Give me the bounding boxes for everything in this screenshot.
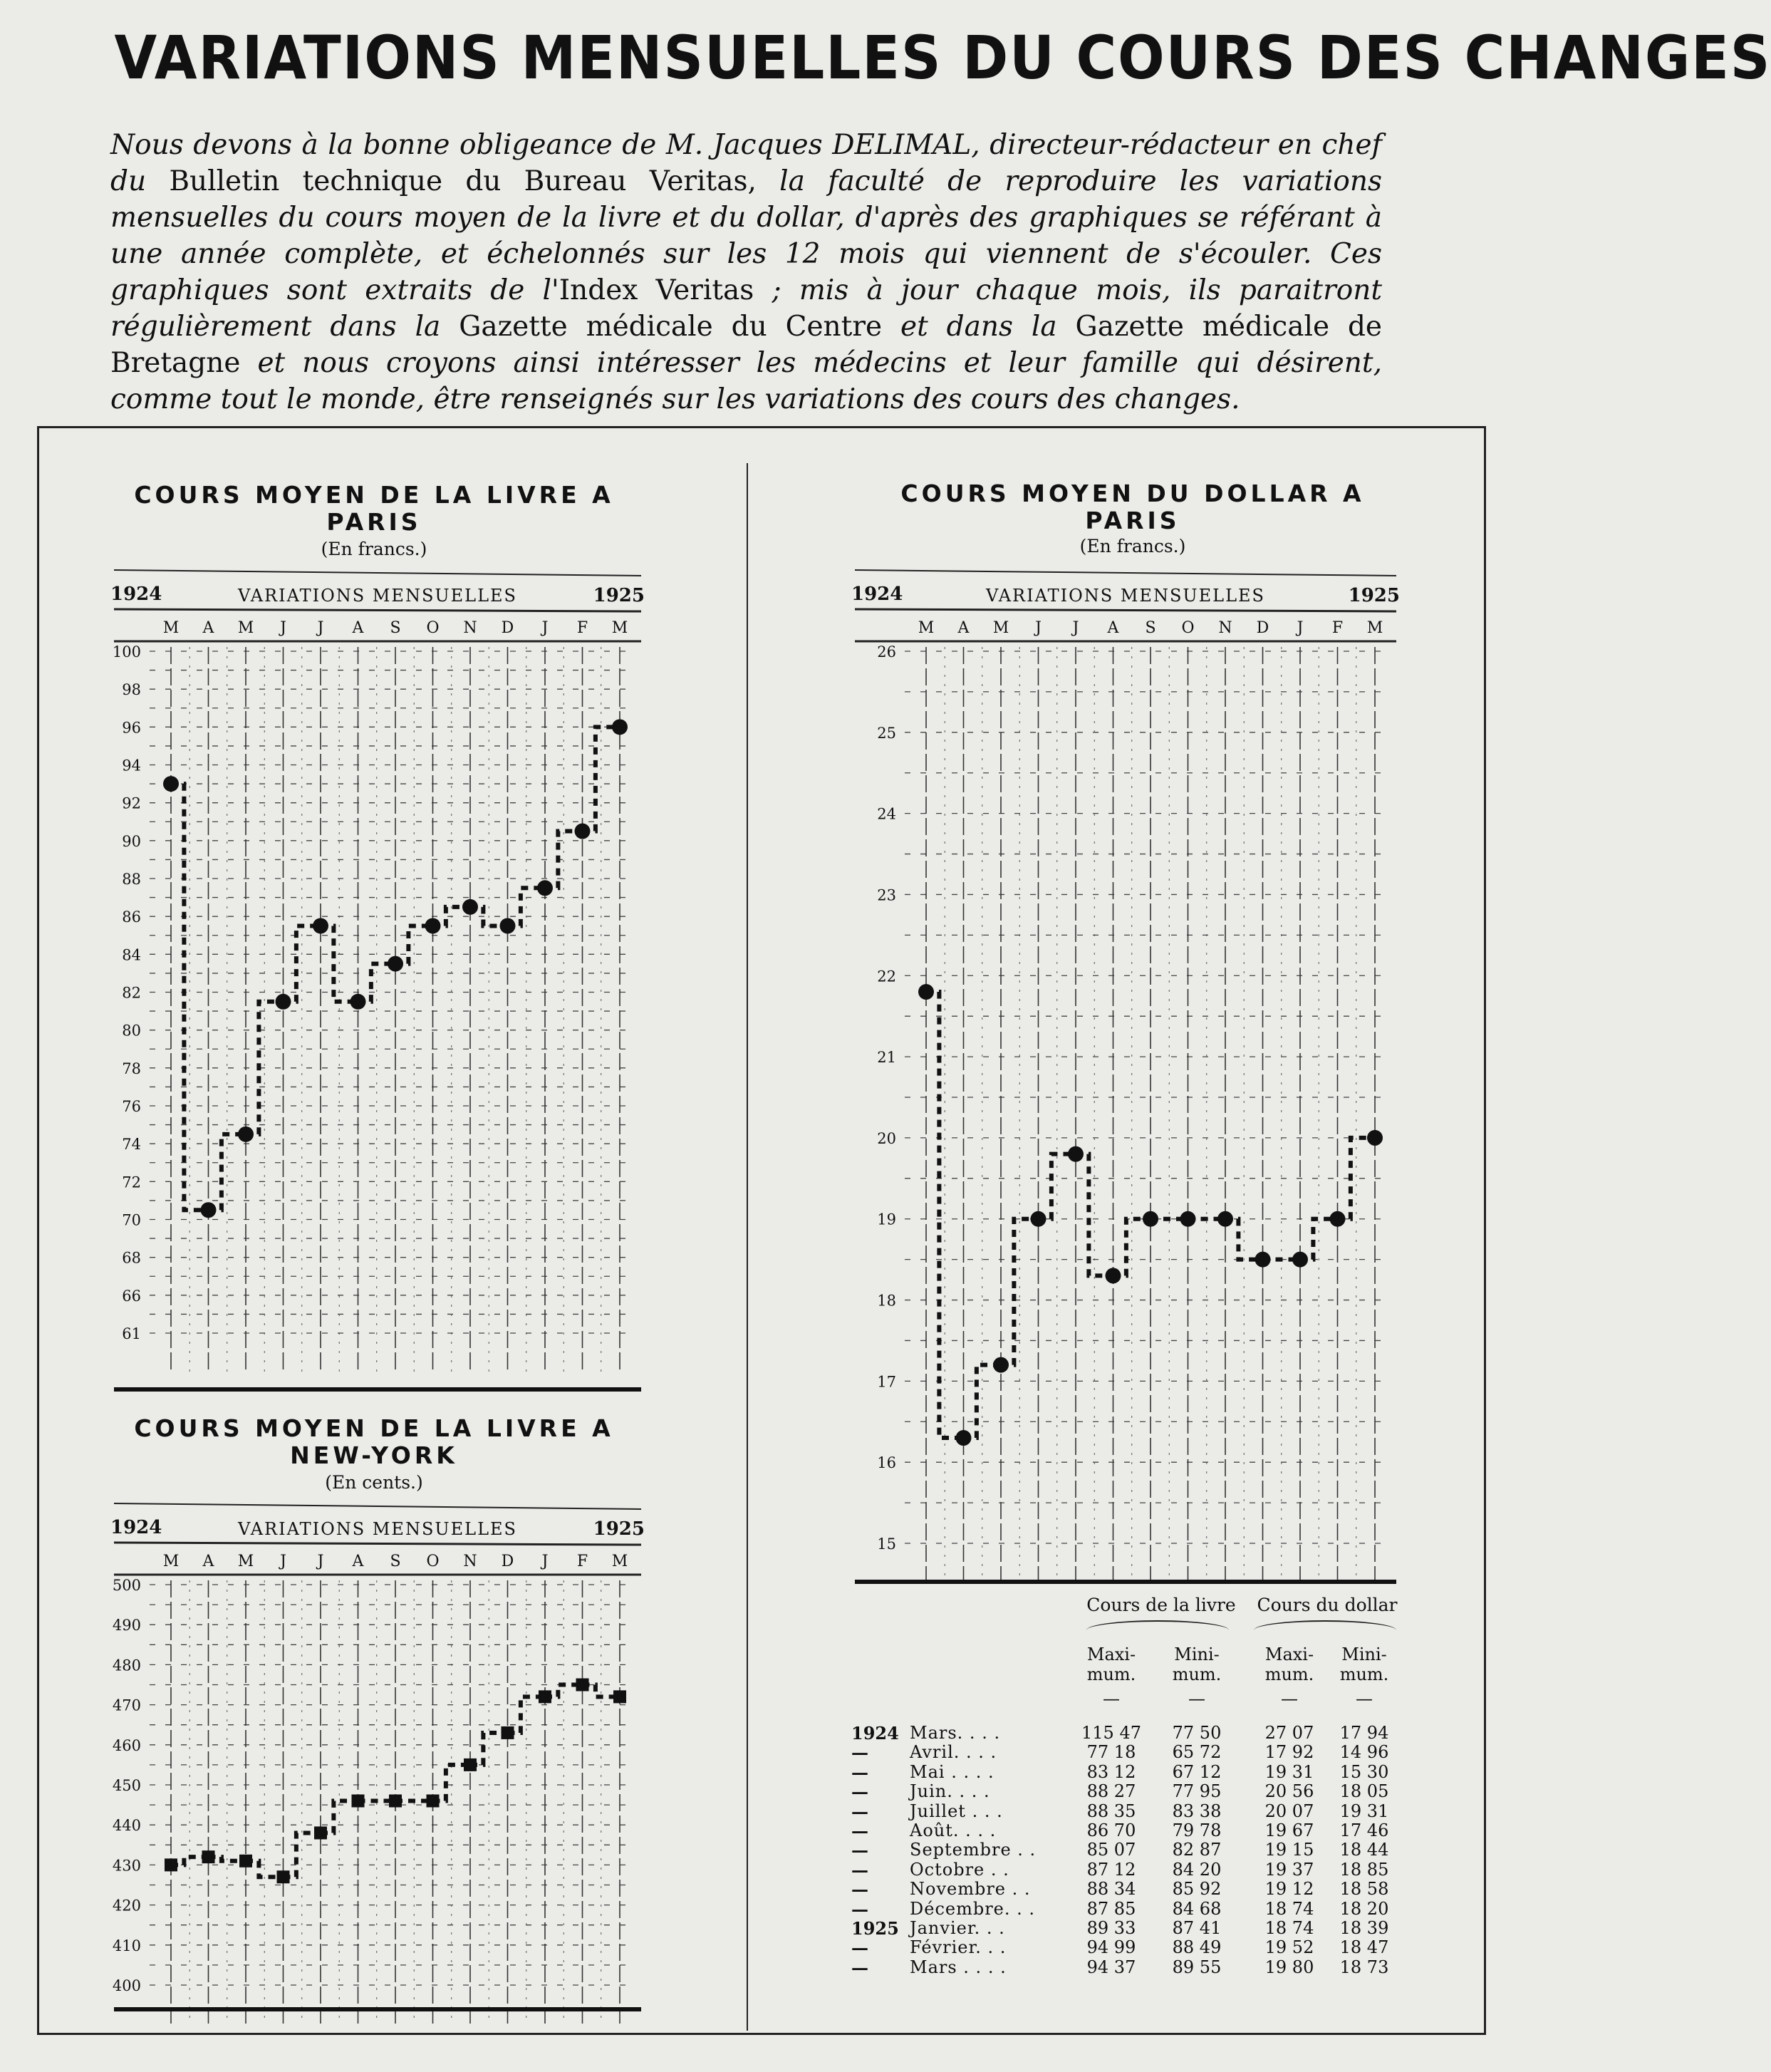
cell-livre-min: 85 92 xyxy=(1172,1879,1222,1900)
intro-segment: Bulletin technique du Bureau Veritas, xyxy=(169,165,757,197)
row-year: — xyxy=(851,1781,868,1803)
cell-livre-max: 94 37 xyxy=(1086,1957,1136,1977)
data-point xyxy=(1217,1211,1233,1227)
cell-dollar-max: 17 92 xyxy=(1264,1742,1314,1763)
y-tick-label: 26 xyxy=(877,643,896,661)
row-month: Septembre . . xyxy=(910,1840,1037,1860)
month-tick-label: N xyxy=(463,1553,477,1570)
data-point xyxy=(575,824,591,839)
row-month: Février. . . xyxy=(910,1937,1007,1958)
cell-livre-min: 77 50 xyxy=(1172,1723,1222,1743)
y-tick-label: 18 xyxy=(877,1292,896,1310)
subhead-dash: — xyxy=(1356,1689,1373,1709)
month-tick-label: S xyxy=(390,1553,401,1570)
cell-dollar-min: 15 30 xyxy=(1339,1761,1389,1782)
y-tick-label: 17 xyxy=(877,1373,896,1391)
cell-livre-min: 83 38 xyxy=(1172,1801,1222,1821)
chart-livre-new-york xyxy=(107,1496,648,2016)
y-tick-label: 74 xyxy=(122,1136,141,1154)
header-year-right: 1925 xyxy=(593,585,645,606)
chart-unit-livre-paris: (En francs.) xyxy=(321,539,427,559)
table-row xyxy=(851,1957,1407,1977)
y-tick-label: 410 xyxy=(112,1937,141,1954)
month-tick-label: A xyxy=(202,1553,214,1570)
y-tick-label: 100 xyxy=(112,643,141,661)
row-year: — xyxy=(851,1957,868,1978)
month-tick-label: N xyxy=(1218,619,1232,637)
month-tick-label: F xyxy=(576,1553,588,1570)
intro-segment: la faculté de reproduire les variations mensuelles du cours moyen de la livre et du dollar, d'après des graphiques se référant à une année complète, et échelonnés sur les 12 mois qui viennent de s'écouler. Ces graphiques sont extraits de l' xyxy=(110,165,1382,306)
header-center-label: VARIATIONS MENSUELLES xyxy=(238,1519,517,1539)
y-tick-label: 86 xyxy=(122,908,141,926)
table-row xyxy=(851,1860,1407,1880)
y-tick-label: 66 xyxy=(122,1287,141,1305)
intro-segment: Nous devons à la bonne obligeance de M. Jacques DELIMAL, directeur-rédacteur en chef du xyxy=(110,129,1382,197)
y-tick-label: 82 xyxy=(122,984,141,1002)
intro-segment: et nous croyons ainsi intéresser les médecins et leur famille qui désirent, comme tout le monde, être renseignés sur les variations des cours des changes. xyxy=(110,347,1382,415)
header-year-left: 1924 xyxy=(851,584,903,605)
chart-unit-livre-new-york: (En cents.) xyxy=(325,1472,423,1493)
month-tick-label: D xyxy=(501,619,514,637)
y-tick-label: 400 xyxy=(112,1977,141,1994)
month-tick-label: A xyxy=(352,619,364,637)
cell-dollar-min: 14 96 xyxy=(1339,1742,1389,1763)
row-year: — xyxy=(851,1937,868,1959)
chart-dollar-paris xyxy=(848,563,1403,1589)
cell-dollar-min: 18 73 xyxy=(1339,1957,1389,1977)
row-year: — xyxy=(851,1801,868,1822)
y-tick-label: 70 xyxy=(122,1211,141,1229)
month-tick-label: J xyxy=(317,1553,324,1570)
table-row xyxy=(851,1742,1407,1762)
y-tick-label: 68 xyxy=(122,1249,141,1267)
cell-dollar-min: 18 39 xyxy=(1339,1918,1389,1938)
header-rule xyxy=(114,609,641,611)
month-tick-label: F xyxy=(576,619,588,637)
row-month: Août. . . . xyxy=(910,1820,997,1840)
subhead-dash: — xyxy=(1188,1689,1205,1709)
cell-livre-min: 77 95 xyxy=(1172,1781,1222,1802)
month-tick-label: D xyxy=(501,1553,514,1570)
data-point xyxy=(1330,1211,1346,1227)
row-month: Octobre . . xyxy=(910,1859,1009,1880)
y-tick-label: 500 xyxy=(112,1577,141,1594)
series-connector xyxy=(1225,1219,1263,1260)
row-month: Janvier. . . xyxy=(910,1918,1005,1938)
header-rule xyxy=(855,609,1396,611)
row-month: Mars . . . . xyxy=(910,1957,1007,1977)
data-point xyxy=(1143,1211,1158,1227)
y-tick-label: 490 xyxy=(112,1617,141,1635)
row-year: — xyxy=(851,1742,868,1763)
cell-livre-min: 79 78 xyxy=(1172,1820,1222,1840)
table-row xyxy=(851,1937,1407,1957)
y-tick-label: 430 xyxy=(112,1857,141,1875)
data-point xyxy=(1367,1130,1383,1146)
cell-livre-max: 87 12 xyxy=(1086,1859,1136,1880)
y-tick-label: 78 xyxy=(122,1060,141,1077)
series-connector xyxy=(1338,1138,1376,1219)
month-tick-label: J xyxy=(1035,619,1042,637)
data-point xyxy=(612,719,628,735)
y-tick-label: 84 xyxy=(122,946,141,964)
cell-livre-max: 85 07 xyxy=(1086,1840,1136,1860)
table-row xyxy=(851,1801,1407,1821)
table-row xyxy=(851,1781,1407,1801)
y-tick-label: 22 xyxy=(877,968,896,985)
data-point xyxy=(956,1430,972,1446)
table-row xyxy=(851,1899,1407,1919)
y-tick-label: 470 xyxy=(112,1697,141,1714)
header-rule xyxy=(114,570,641,576)
row-year: 1924 xyxy=(851,1723,899,1744)
y-tick-label: 61 xyxy=(122,1325,141,1342)
cell-dollar-max: 19 80 xyxy=(1264,1957,1314,1977)
y-tick-label: 450 xyxy=(112,1777,141,1794)
series-connector xyxy=(1039,1154,1076,1219)
cell-dollar-max: 19 67 xyxy=(1264,1820,1314,1840)
intro-segment: Index Veritas xyxy=(559,274,754,306)
month-tick-label: M xyxy=(918,619,935,637)
subhead-dash: — xyxy=(1281,1689,1298,1709)
table-row xyxy=(851,1723,1407,1743)
row-month: Avril. . . . xyxy=(910,1742,997,1763)
cell-dollar-max: 18 74 xyxy=(1264,1898,1314,1919)
cell-livre-max: 89 33 xyxy=(1086,1918,1136,1938)
month-tick-label: M xyxy=(611,1553,628,1570)
month-tick-label: J xyxy=(280,619,286,637)
cell-dollar-min: 19 31 xyxy=(1339,1801,1389,1821)
data-point xyxy=(502,1726,514,1739)
data-point xyxy=(313,918,328,933)
header-center-label: VARIATIONS MENSUELLES xyxy=(986,586,1265,606)
cell-dollar-max: 19 31 xyxy=(1264,1761,1314,1782)
data-point xyxy=(500,918,516,933)
table-group-dollar: Cours du dollar xyxy=(1257,1595,1398,1615)
chart-title-dollar-paris: COURS MOYEN DU DOLLAR A PARIS xyxy=(900,480,1365,534)
cell-dollar-max: 27 07 xyxy=(1264,1723,1314,1743)
series-connector xyxy=(171,784,209,1210)
y-tick-label: 21 xyxy=(877,1049,896,1067)
month-tick-label: S xyxy=(390,619,401,637)
cell-livre-min: 67 12 xyxy=(1172,1761,1222,1782)
intro-segment: ; mis à jour chaque mois, ils paraitront régulièrement dans la xyxy=(110,274,1382,343)
cell-livre-min: 87 41 xyxy=(1172,1918,1222,1938)
y-tick-label: 20 xyxy=(877,1129,896,1147)
data-point xyxy=(613,1690,626,1703)
month-tick-label: S xyxy=(1145,619,1156,637)
cell-livre-min: 84 20 xyxy=(1172,1859,1222,1880)
y-tick-label: 23 xyxy=(877,886,896,904)
cell-dollar-min: 17 46 xyxy=(1339,1820,1389,1840)
data-point xyxy=(1180,1211,1196,1227)
y-tick-label: 76 xyxy=(122,1098,141,1115)
data-point xyxy=(1068,1146,1084,1162)
cell-livre-min: 82 87 xyxy=(1172,1840,1222,1860)
data-point xyxy=(539,1690,551,1703)
cell-dollar-max: 19 37 xyxy=(1264,1859,1314,1880)
table-row xyxy=(851,1840,1407,1860)
month-tick-label: A xyxy=(352,1553,364,1570)
data-point xyxy=(1255,1252,1271,1268)
row-year: — xyxy=(851,1820,868,1841)
row-month: Décembre. . . xyxy=(910,1898,1036,1919)
data-point xyxy=(1106,1268,1121,1283)
row-month: Juin. . . . xyxy=(910,1781,990,1802)
y-tick-label: 80 xyxy=(122,1022,141,1040)
row-year: — xyxy=(851,1840,868,1861)
cell-dollar-min: 18 47 xyxy=(1339,1937,1389,1958)
month-tick-label: M xyxy=(611,619,628,637)
data-point xyxy=(918,984,934,1000)
month-tick-label: J xyxy=(1072,619,1079,637)
header-year-right: 1925 xyxy=(1348,585,1400,606)
month-tick-label: M xyxy=(162,1553,180,1570)
y-tick-label: 88 xyxy=(122,871,141,888)
header-rule xyxy=(114,1543,641,1545)
data-point xyxy=(350,994,366,1010)
subhead-dollar-min: Mini- mum. xyxy=(1339,1644,1389,1684)
header-center-label: VARIATIONS MENSUELLES xyxy=(238,586,517,606)
series-connector xyxy=(1113,1219,1151,1276)
cell-livre-max: 115 47 xyxy=(1081,1723,1141,1743)
cell-dollar-min: 18 20 xyxy=(1339,1898,1389,1919)
month-tick-label: F xyxy=(1331,619,1344,637)
cell-dollar-min: 18 05 xyxy=(1339,1781,1389,1802)
cell-livre-max: 88 27 xyxy=(1086,1781,1136,1802)
month-tick-label: A xyxy=(202,619,214,637)
month-tick-label: M xyxy=(992,619,1009,637)
month-tick-label: A xyxy=(957,619,970,637)
y-tick-label: 440 xyxy=(112,1817,141,1835)
table-row xyxy=(851,1879,1407,1899)
data-point xyxy=(277,1870,290,1883)
row-year: — xyxy=(851,1879,868,1900)
data-point xyxy=(1031,1211,1046,1227)
header-year-left: 1924 xyxy=(110,1517,162,1538)
header-rule xyxy=(114,1503,641,1509)
series-connector xyxy=(358,964,396,1002)
cell-dollar-max: 19 12 xyxy=(1264,1879,1314,1900)
data-point xyxy=(388,956,403,972)
chart-title-livre-paris: COURS MOYEN DE LA LIVRE A PARIS xyxy=(134,481,614,536)
y-tick-label: 72 xyxy=(122,1174,141,1191)
month-tick-label: O xyxy=(1181,619,1195,637)
table-row xyxy=(851,1918,1407,1938)
y-tick-label: 24 xyxy=(877,805,896,823)
data-point xyxy=(352,1794,365,1807)
column-divider xyxy=(747,463,748,2031)
month-tick-label: J xyxy=(541,1553,549,1570)
table-group-livre: Cours de la livre xyxy=(1086,1595,1236,1615)
cell-dollar-max: 18 74 xyxy=(1264,1918,1314,1938)
series-connector xyxy=(284,1833,321,1877)
y-tick-label: 90 xyxy=(122,832,141,850)
cell-livre-max: 87 85 xyxy=(1086,1898,1136,1919)
cell-dollar-min: 17 94 xyxy=(1339,1723,1389,1743)
data-point xyxy=(239,1855,252,1868)
series-connector xyxy=(209,1134,246,1210)
data-point xyxy=(389,1794,402,1807)
series-connector xyxy=(1300,1219,1338,1260)
cell-livre-min: 84 68 xyxy=(1172,1898,1222,1919)
row-month: Novembre . . xyxy=(910,1879,1031,1900)
month-tick-label: O xyxy=(426,1553,440,1570)
page-title: VARIATIONS MENSUELLES DU COURS DES CHANGES xyxy=(114,23,1771,93)
data-point xyxy=(427,1794,440,1807)
month-tick-label: J xyxy=(317,619,324,637)
y-tick-label: 92 xyxy=(122,794,141,812)
y-tick-label: 460 xyxy=(112,1736,141,1754)
month-tick-label: A xyxy=(1107,619,1119,637)
intro-paragraph xyxy=(110,127,1382,418)
cell-dollar-min: 18 85 xyxy=(1339,1859,1389,1880)
cell-dollar-max: 20 56 xyxy=(1264,1781,1314,1802)
data-point xyxy=(993,1357,1009,1373)
row-month: Juillet . . . xyxy=(910,1801,1003,1821)
data-point xyxy=(576,1679,589,1692)
data-point xyxy=(238,1126,254,1142)
row-year: 1925 xyxy=(851,1918,899,1939)
data-point xyxy=(464,1758,477,1771)
data-point xyxy=(314,1826,327,1839)
y-tick-label: 19 xyxy=(877,1211,896,1228)
y-tick-label: 16 xyxy=(877,1454,896,1472)
data-point xyxy=(462,899,478,915)
cell-dollar-max: 19 52 xyxy=(1264,1937,1314,1958)
month-tick-label: M xyxy=(1366,619,1383,637)
row-year: — xyxy=(851,1898,868,1920)
month-tick-label: J xyxy=(541,619,549,637)
cell-dollar-min: 18 44 xyxy=(1339,1840,1389,1860)
table-row xyxy=(851,1762,1407,1782)
cell-livre-min: 89 55 xyxy=(1172,1957,1222,1977)
y-tick-label: 420 xyxy=(112,1897,141,1915)
intro-segment: et dans la xyxy=(882,311,1076,343)
subhead-dash: — xyxy=(1103,1689,1120,1709)
subhead-livre-max: Maxi- mum. xyxy=(1086,1644,1136,1684)
table-row xyxy=(851,1820,1407,1840)
intro-segment: Gazette médicale du Centre xyxy=(459,311,883,343)
data-point xyxy=(163,776,179,792)
cell-livre-min: 88 49 xyxy=(1172,1937,1222,1958)
y-tick-label: 96 xyxy=(122,719,141,737)
cell-livre-max: 88 34 xyxy=(1086,1879,1136,1900)
cell-dollar-min: 18 58 xyxy=(1339,1879,1389,1900)
header-rule xyxy=(855,570,1396,576)
month-tick-label: N xyxy=(463,619,477,637)
cell-livre-max: 88 35 xyxy=(1086,1801,1136,1821)
cell-livre-max: 83 12 xyxy=(1086,1761,1136,1782)
subhead-livre-min: Mini- mum. xyxy=(1172,1644,1222,1684)
cell-dollar-max: 19 15 xyxy=(1264,1840,1314,1860)
row-year: — xyxy=(851,1859,868,1880)
header-year-right: 1925 xyxy=(593,1518,645,1540)
data-point xyxy=(165,1858,177,1871)
month-tick-label: M xyxy=(237,1553,254,1570)
cell-dollar-max: 20 07 xyxy=(1264,1801,1314,1821)
cell-livre-max: 77 18 xyxy=(1086,1742,1136,1763)
y-tick-label: 15 xyxy=(877,1535,896,1553)
header-year-left: 1924 xyxy=(110,584,162,605)
month-tick-label: O xyxy=(426,619,440,637)
cell-livre-min: 65 72 xyxy=(1172,1742,1222,1763)
data-point xyxy=(201,1202,217,1218)
month-tick-label: J xyxy=(280,1553,286,1570)
month-tick-label: D xyxy=(1256,619,1269,637)
chart-title-livre-new-york: COURS MOYEN DE LA LIVRE A NEW-YORK xyxy=(134,1414,614,1469)
cell-livre-max: 86 70 xyxy=(1086,1820,1136,1840)
y-tick-label: 94 xyxy=(122,757,141,775)
month-tick-label: M xyxy=(237,619,254,637)
chart-livre-paris xyxy=(107,563,648,1397)
cell-livre-max: 94 99 xyxy=(1086,1937,1136,1958)
data-point xyxy=(537,880,553,896)
row-month: Mai . . . . xyxy=(910,1761,994,1782)
chart-unit-dollar-paris: (En francs.) xyxy=(1079,536,1186,556)
data-point xyxy=(276,994,291,1010)
intro-segment: Gazette médicale de Bretagne xyxy=(110,311,1383,379)
y-tick-label: 98 xyxy=(122,681,141,699)
series-connector xyxy=(1076,1154,1113,1276)
y-tick-label: 25 xyxy=(877,724,896,742)
data-point xyxy=(425,918,441,933)
row-year: — xyxy=(851,1761,868,1783)
month-tick-label: M xyxy=(162,619,180,637)
row-month: Mars. . . . xyxy=(910,1723,1001,1743)
y-tick-label: 480 xyxy=(112,1657,141,1674)
data-point xyxy=(1292,1252,1308,1268)
month-tick-label: J xyxy=(1297,619,1304,637)
subhead-dollar-max: Maxi- mum. xyxy=(1264,1644,1314,1684)
data-point xyxy=(202,1850,215,1863)
